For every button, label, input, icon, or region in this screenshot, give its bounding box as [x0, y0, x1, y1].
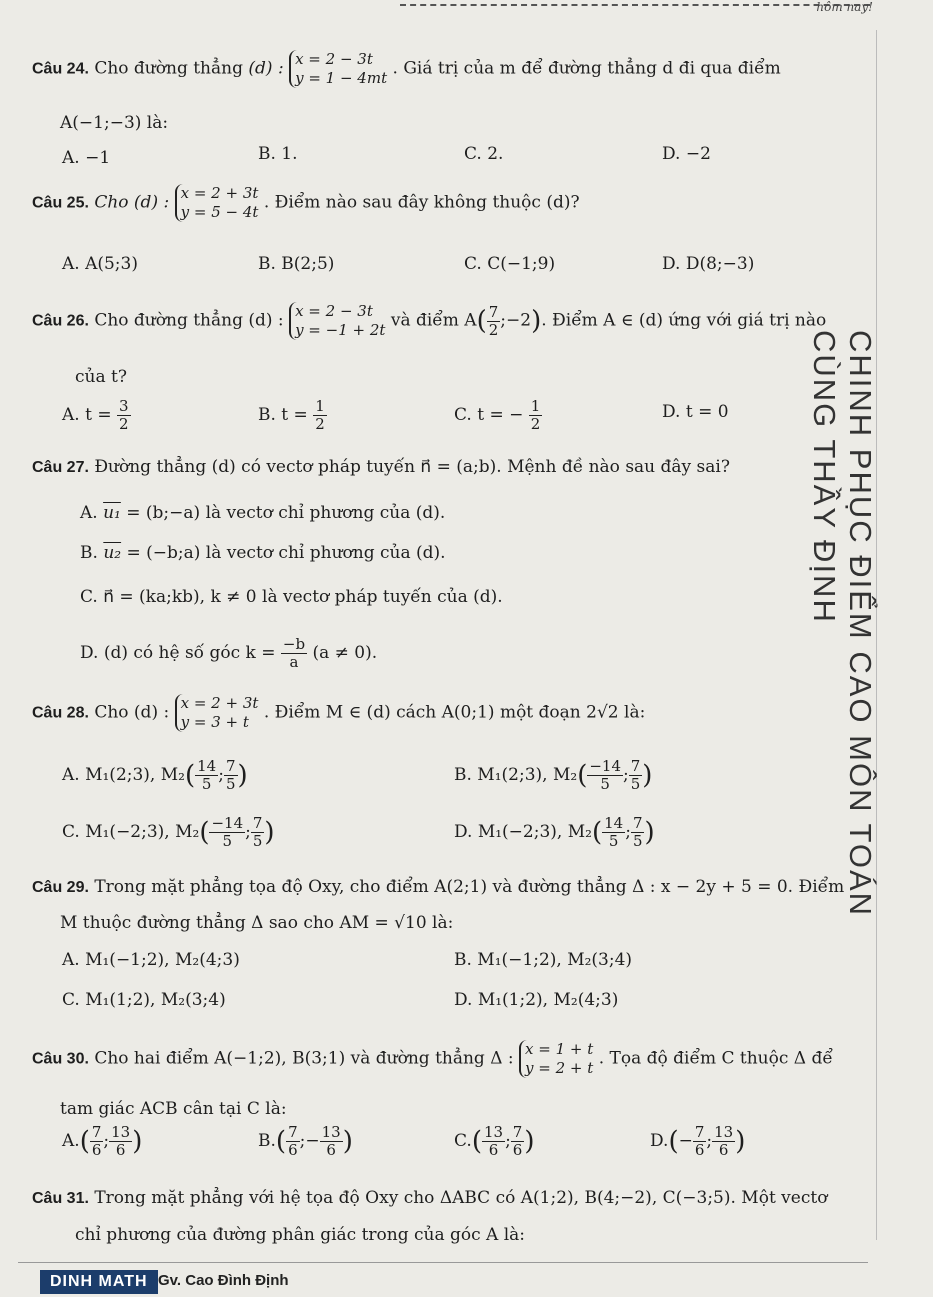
- equation-y: y = 3 + t: [180, 713, 249, 731]
- option-a: [62, 1124, 142, 1159]
- denominator: a: [289, 653, 299, 671]
- question-text: . Điểm A ∈ (d) ứng với giá trị nào: [541, 310, 827, 331]
- question-label: Câu 26.: [32, 312, 89, 330]
- parametric-system: [519, 1040, 593, 1078]
- question-text: Cho hai điểm A(−1;2), B(3;1) và đường thẳng Δ :: [94, 1048, 514, 1069]
- option-a: A. A(5;3): [62, 254, 138, 274]
- option-a: A. M₁(−1;2), M₂(4;3): [62, 950, 240, 970]
- question-26-line2: của t?: [75, 367, 127, 387]
- line-name: (d) :: [248, 58, 284, 79]
- numerator: 1: [530, 397, 541, 415]
- question-25: [32, 184, 580, 222]
- denominator: 5: [252, 832, 263, 850]
- question-text: Trong mặt phẳng với hệ tọa độ Oxy cho ΔABC có A(1;2), B(4;−2), C(−3;5). Một vectơ: [94, 1188, 828, 1208]
- fraction: [209, 815, 245, 850]
- fraction: [313, 398, 327, 433]
- denominator: 6: [488, 1141, 499, 1159]
- numerator: 13: [714, 1123, 734, 1141]
- question-label: Câu 27.: [32, 459, 89, 476]
- option-label: B. M₁(2;3), M₂: [454, 765, 578, 785]
- question-30: [32, 1040, 833, 1078]
- option-label: D. M₁(−2;3), M₂: [454, 822, 592, 842]
- close-paren: ): [531, 306, 542, 336]
- fraction: [281, 636, 307, 671]
- side-banner: CHINH PHỤC ĐIỂM CAO MÔN TOÁN CÙNG THẦY ĐỊNH: [807, 330, 878, 918]
- denominator: 5: [630, 775, 641, 793]
- option-text: = (−b;a) là vectơ chỉ phương của (d).: [126, 543, 446, 563]
- question-28: [32, 694, 645, 732]
- open-paren: (: [471, 1126, 482, 1157]
- option-c: [454, 1124, 535, 1159]
- denominator: 6: [512, 1141, 523, 1159]
- question-text: Cho (d) :: [94, 702, 170, 723]
- equation-y: y = 2 + t: [525, 1059, 594, 1077]
- fraction: [251, 815, 265, 850]
- minus-sign: −: [678, 1131, 693, 1151]
- question-label: Câu 25.: [32, 194, 89, 212]
- option-a: A. M₁(2;3), M₂( $\frac{14}{5}$ ; $\frac{7}{5}$ ): [62, 757, 248, 793]
- question-text: Đường thẳng (d) có vectơ pháp tuyến n⃗ = (a;b). Mệnh đề nào sau đây sai?: [94, 457, 730, 477]
- option-label: B. t =: [258, 405, 308, 425]
- fraction: [224, 758, 238, 793]
- option-c: C. n⃗ = (ka;kb), k ≠ 0 là vectơ pháp tuyến của (d).: [80, 587, 503, 607]
- option-d: D. −2: [662, 144, 711, 164]
- option-d: [650, 1124, 745, 1159]
- open-paren: (: [275, 1126, 287, 1157]
- option-label: A.: [80, 503, 98, 523]
- option-label: C.: [454, 1131, 472, 1151]
- option-b: B. 1.: [258, 144, 298, 164]
- open-paren: (: [577, 760, 588, 791]
- option-label: C. M₁(−2;3), M₂: [62, 822, 200, 842]
- numerator: 7: [252, 814, 263, 832]
- equation-x: x = 2 + 3t: [180, 694, 259, 712]
- denominator: 6: [326, 1141, 336, 1159]
- option-label: B.: [80, 543, 98, 563]
- footer-rule: [18, 1262, 868, 1263]
- equation-y: y = 1 − 4mt: [295, 69, 388, 87]
- question-text: . Tọa độ điểm C thuộc Δ để: [598, 1048, 833, 1069]
- denominator: 6: [288, 1141, 298, 1159]
- question-text: và điểm A: [390, 310, 477, 331]
- close-paren: ): [524, 1126, 535, 1157]
- numerator: 3: [118, 397, 129, 415]
- question-text: Cho (d) :: [94, 192, 170, 213]
- numerator: 7: [91, 1123, 102, 1141]
- separator: ;: [706, 1131, 713, 1151]
- denominator: 5: [608, 832, 619, 850]
- point-y: ;−2: [500, 310, 532, 331]
- close-paren: ): [644, 817, 655, 848]
- option-d: [80, 636, 377, 671]
- option-label: D. (d) có hệ số góc k =: [80, 643, 276, 663]
- close-paren: ): [642, 760, 653, 791]
- option-label: D.: [650, 1131, 669, 1151]
- question-text: . Điểm M ∈ (d) cách A(0;1) một đoạn 2√2 là:: [263, 702, 646, 723]
- vector: u₂: [103, 543, 122, 563]
- denominator: 2: [315, 415, 325, 433]
- fraction: [529, 398, 543, 433]
- parametric-system: [289, 302, 385, 340]
- fraction: [693, 1124, 707, 1159]
- author-name: Gv. Cao Đình Định: [158, 1272, 289, 1289]
- fraction: [511, 1124, 525, 1159]
- fraction: [487, 304, 501, 339]
- close-paren: ): [132, 1126, 143, 1157]
- option-a: [80, 503, 445, 523]
- denominator: 5: [222, 832, 233, 850]
- numerator: 13: [111, 1123, 131, 1141]
- fraction: [195, 758, 218, 793]
- question-30-line2: tam giác ACB cân tại C là:: [60, 1099, 287, 1119]
- question-text: . Điểm nào sau đây không thuộc (d)?: [263, 192, 580, 213]
- numerator: 1: [315, 397, 325, 415]
- option-b: [258, 1124, 353, 1159]
- denominator: 2: [488, 320, 499, 339]
- top-dashed-rule: [400, 4, 870, 6]
- denominator: 6: [91, 1141, 102, 1159]
- fraction: [109, 1124, 132, 1159]
- open-paren: (: [79, 1126, 90, 1157]
- equation-x: x = 2 − 3t: [295, 50, 373, 68]
- numerator: 7: [632, 814, 643, 832]
- denominator: 6: [718, 1141, 729, 1159]
- vector: u₁: [103, 503, 121, 523]
- option-c: C. 2.: [464, 144, 504, 164]
- denominator: 5: [632, 832, 643, 850]
- numerator: 14: [197, 757, 217, 775]
- equation-x: x = 2 − 3t: [295, 302, 373, 320]
- question-24: [32, 50, 781, 88]
- option-d: D. t = 0: [662, 402, 729, 422]
- equation-x: x = 2 + 3t: [180, 184, 259, 202]
- numerator: 7: [512, 1123, 523, 1141]
- question-26: [32, 302, 826, 340]
- header-note: hôm nay!: [816, 0, 873, 14]
- parametric-system: [175, 694, 259, 732]
- option-label: C. t = −: [454, 405, 524, 425]
- numerator: 7: [694, 1123, 705, 1141]
- separator: ;−: [299, 1131, 320, 1151]
- fraction: [587, 758, 623, 793]
- option-d: D. M₁(−2;3), M₂( $\frac{14}{5}$ ; $\frac{7}{5}$ ): [454, 814, 655, 850]
- option-d: D. D(8;−3): [662, 254, 755, 274]
- option-label: A. M₁(2;3), M₂: [62, 765, 185, 785]
- option-b: B. M₁(2;3), M₂( $\frac{-14}{5}$ ; $\frac{7}{5}$ ): [454, 757, 653, 793]
- fraction: [90, 1124, 104, 1159]
- question-text: Trong mặt phẳng tọa độ Oxy, cho điểm A(2;1) và đường thẳng Δ : x − 2y + 5 = 0. Điểm: [94, 877, 845, 897]
- question-label: Câu 28.: [32, 704, 89, 722]
- fraction: [631, 815, 645, 850]
- equation-y: y = 5 − 4t: [180, 203, 259, 221]
- parametric-system: [175, 184, 259, 222]
- option-d: D. M₁(1;2), M₂(4;3): [454, 990, 619, 1010]
- option-b: [258, 398, 327, 433]
- open-paren: (: [476, 306, 487, 336]
- option-label: B.: [258, 1131, 276, 1151]
- denominator: 2: [530, 415, 541, 433]
- option-c: C. C(−1;9): [464, 254, 556, 274]
- denominator: 2: [118, 415, 129, 433]
- brand-logo: DINH MATH: [40, 1270, 158, 1294]
- denominator: 5: [600, 775, 610, 793]
- fraction: [712, 1124, 735, 1159]
- numerator: 13: [321, 1123, 341, 1141]
- separator: ;: [103, 1131, 110, 1151]
- question-label: Câu 31.: [32, 1190, 89, 1207]
- numerator: 14: [604, 814, 624, 832]
- question-label: Câu 30.: [32, 1050, 89, 1068]
- open-paren: (: [591, 817, 603, 848]
- fraction: [117, 398, 131, 433]
- option-b: [80, 543, 446, 563]
- option-c: C. M₁(−2;3), M₂( $\frac{-14}{5}$ ; $\frac{7}{5}$ ): [62, 814, 275, 850]
- option-text: = (b;−a) là vectơ chỉ phương của (d).: [126, 503, 446, 523]
- numerator: 13: [483, 1123, 504, 1141]
- denominator: 6: [694, 1141, 705, 1159]
- question-29-line2: M thuộc đường thẳng Δ sao cho AM = √10 là:: [60, 913, 454, 933]
- option-b: B. M₁(−1;2), M₂(3;4): [454, 950, 633, 970]
- option-b: B. B(2;5): [258, 254, 335, 274]
- question-label: Câu 24.: [32, 60, 89, 78]
- numerator: −b: [282, 635, 306, 653]
- denominator: 6: [115, 1141, 126, 1159]
- question-29: [32, 876, 844, 899]
- fraction: [482, 1124, 505, 1159]
- numerator: −14: [589, 757, 621, 775]
- option-a: A. −1: [62, 148, 111, 168]
- question-31-line2: chỉ phương của đường phân giác trong của góc A là:: [75, 1225, 526, 1245]
- question-text: Cho đường thẳng: [94, 58, 243, 79]
- fraction: [602, 815, 625, 850]
- denominator: 5: [201, 775, 212, 793]
- option-text: (a ≠ 0).: [312, 643, 378, 663]
- question-27: [32, 456, 730, 479]
- option-c: C. M₁(1;2), M₂(3;4): [62, 990, 226, 1010]
- open-paren: (: [199, 817, 210, 848]
- open-paren: (: [668, 1126, 679, 1157]
- question-label: Câu 29.: [32, 879, 89, 896]
- option-c: [454, 398, 542, 433]
- denominator: 5: [225, 775, 236, 793]
- parametric-system: [289, 50, 387, 88]
- close-paren: ): [237, 760, 248, 791]
- fraction: [286, 1124, 300, 1159]
- question-text: . Giá trị của m để đường thẳng d đi qua điểm: [392, 58, 781, 79]
- equation-y: y = −1 + 2t: [295, 321, 386, 339]
- question-24-line2: A(−1;−3) là:: [60, 113, 169, 133]
- fraction: [320, 1124, 343, 1159]
- option-a: [62, 398, 131, 433]
- numerator: 7: [630, 757, 641, 775]
- close-paren: ): [735, 1126, 746, 1157]
- option-label: A.: [62, 1131, 80, 1151]
- numerator: 7: [288, 1123, 298, 1141]
- numerator: 7: [225, 757, 236, 775]
- separator: ;: [505, 1131, 511, 1151]
- numerator: 7: [488, 302, 499, 321]
- question-text: Cho đường thẳng (d) :: [94, 310, 284, 331]
- open-paren: (: [184, 760, 196, 791]
- equation-x: x = 1 + t: [525, 1040, 594, 1058]
- numerator: −14: [211, 814, 244, 832]
- close-paren: ): [264, 817, 275, 848]
- fraction: [629, 758, 643, 793]
- close-paren: ): [342, 1126, 353, 1157]
- question-31: [32, 1187, 827, 1210]
- option-label: A. t =: [62, 405, 112, 425]
